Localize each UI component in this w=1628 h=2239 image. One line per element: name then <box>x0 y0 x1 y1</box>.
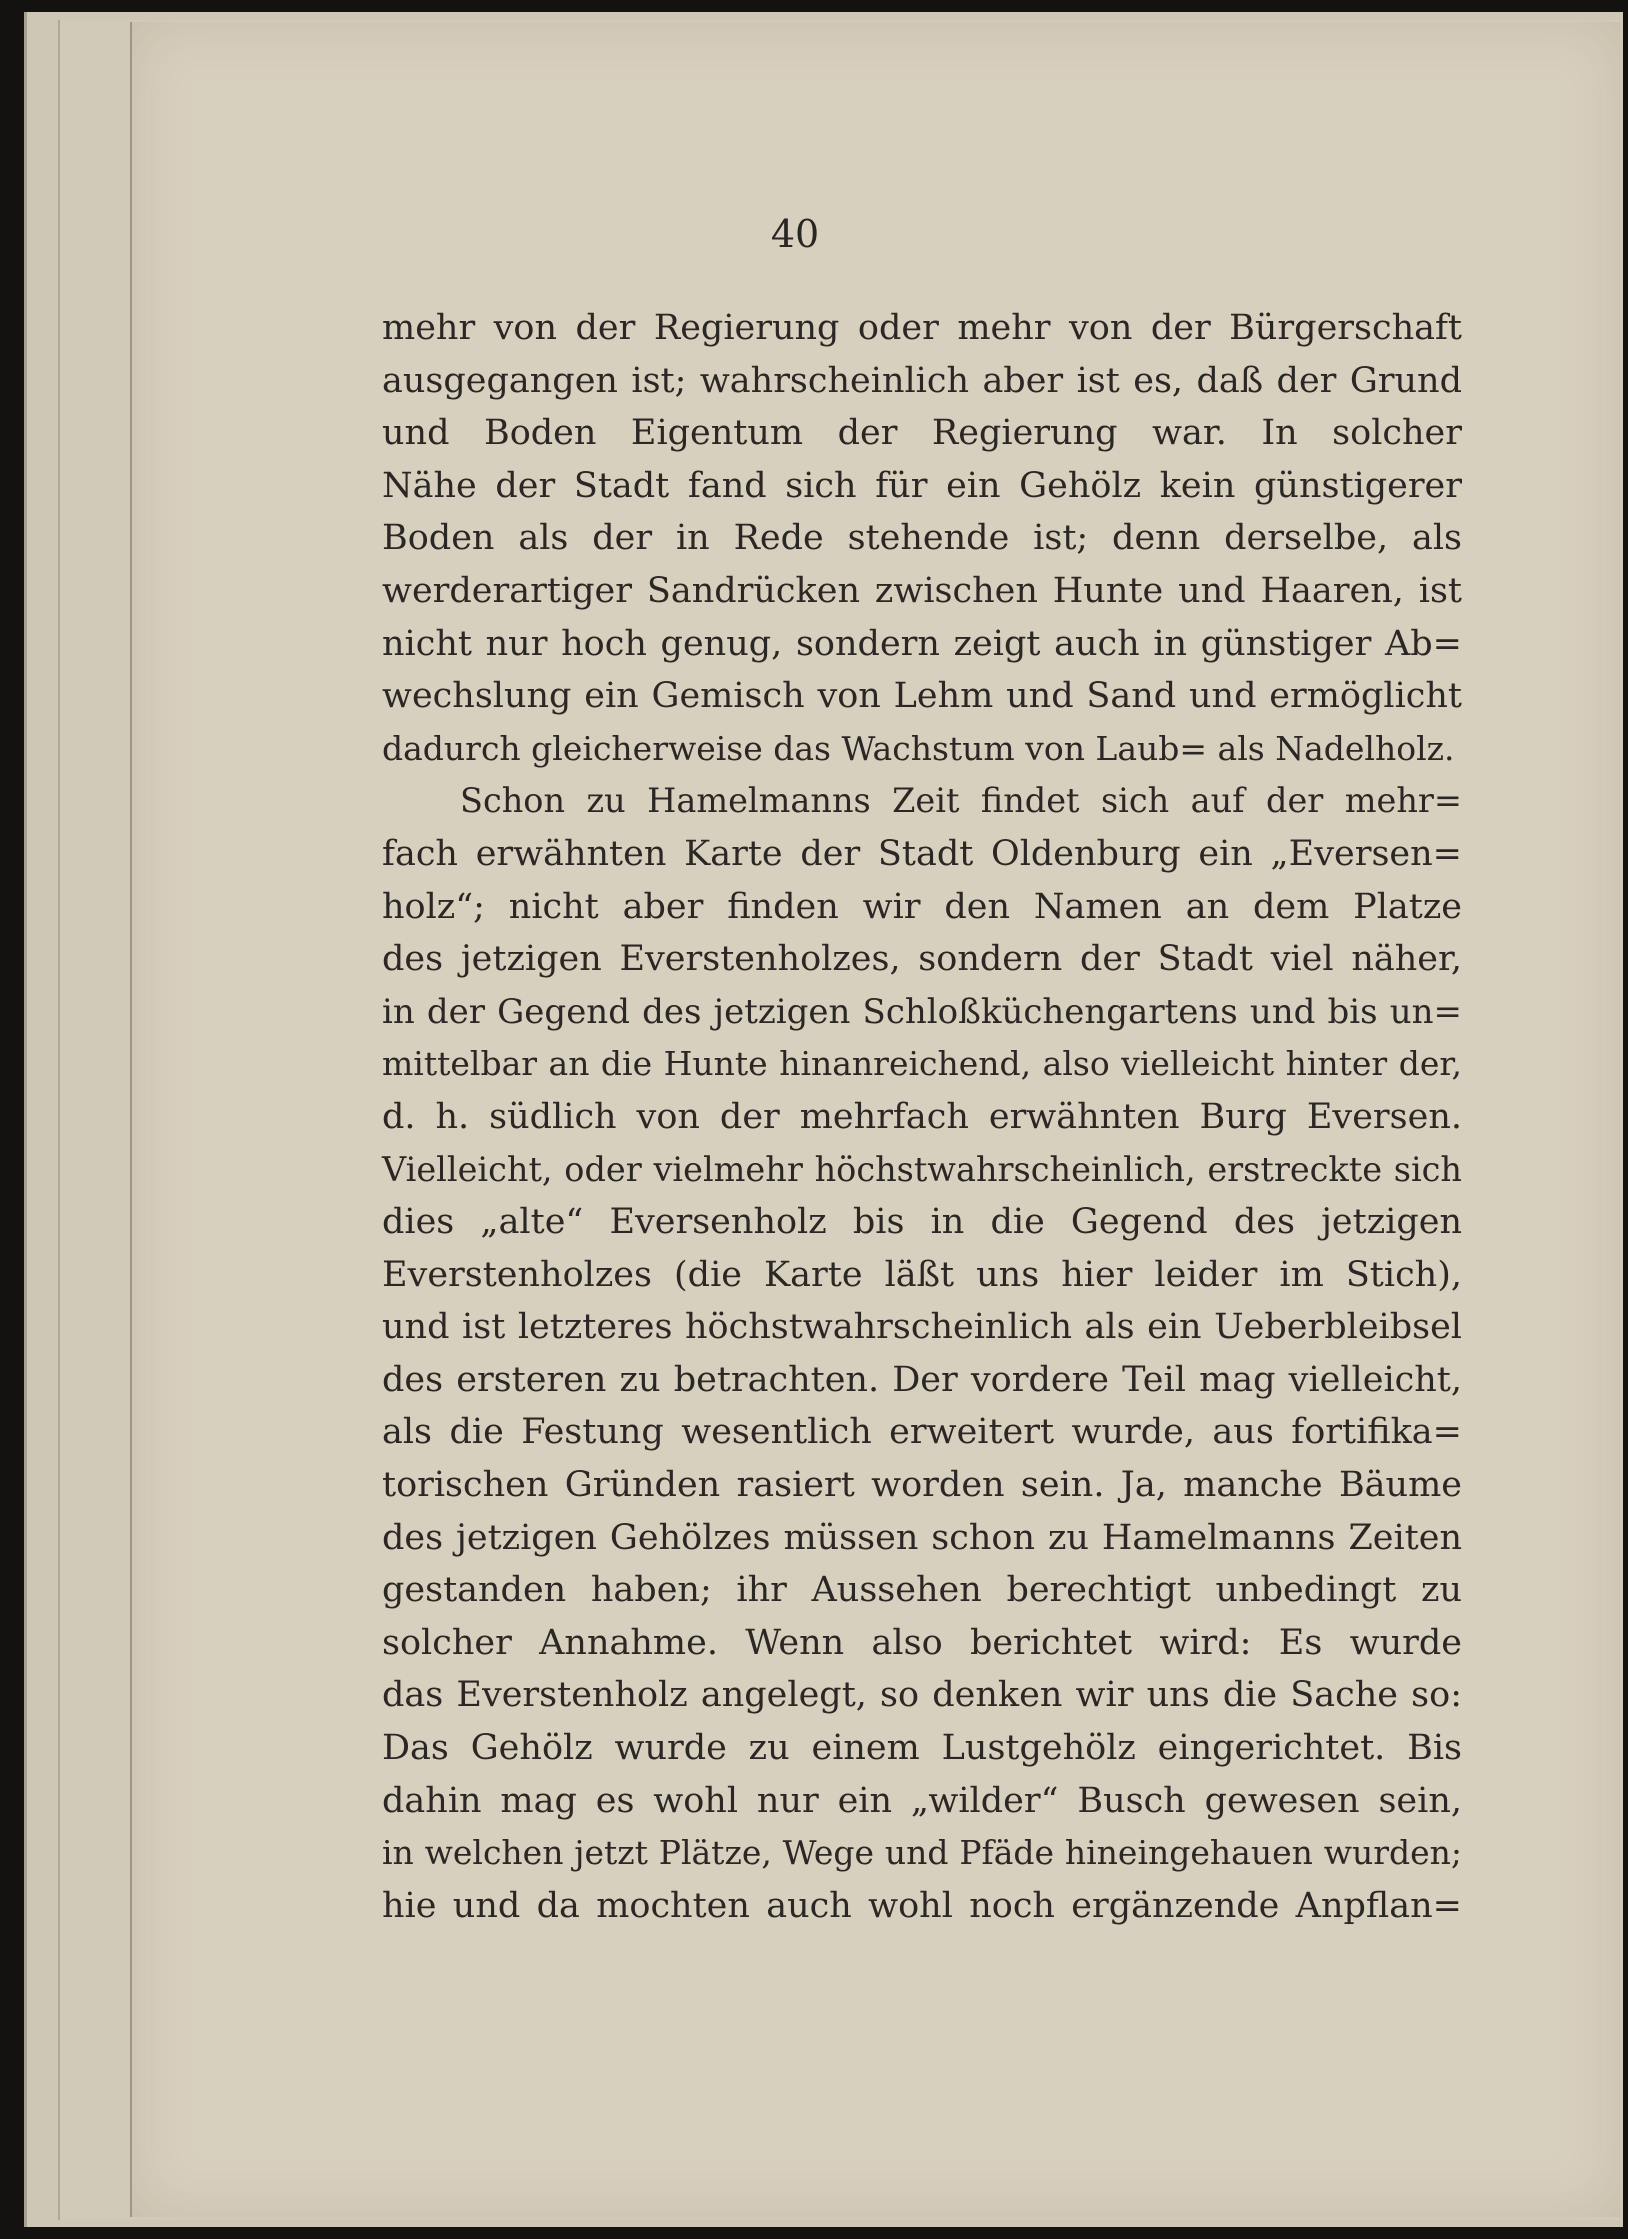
text-line: gestanden haben; ihr Aussehen berechtigt unbedingt zu <box>382 1570 1462 1611</box>
text-line: dahin mag es wohl nur ein „wilder“ Busch gewesen sein, <box>382 1780 1462 1821</box>
body-text <box>382 302 1462 1932</box>
text-line: mehr von der Regierung oder mehr von der Bürgerschaft <box>382 308 1462 348</box>
text-line: werderartiger Sandrücken zwischen Hunte und Haaren, ist <box>382 570 1462 611</box>
text-line: des ersteren zu betrachten. Der vordere Teil mag vielleicht, <box>382 1359 1462 1400</box>
text-line: torischen Gründen rasiert worden sein. Ja, manche Bäume <box>382 1465 1462 1506</box>
text-line: Nähe der Stadt fand sich für ein Gehölz kein günstigerer <box>382 465 1462 506</box>
text-line: des jetzigen Gehölzes müssen schon zu Hamelmanns Zeiten <box>382 1517 1462 1558</box>
text-line: in der Gegend des jetzigen Schloßküchengartens und bis un= <box>382 991 1462 1032</box>
text-line: wechslung ein Gemisch von Lehm und Sand und ermöglicht <box>382 676 1462 717</box>
text-line: hie und da mochten auch wohl noch ergänzende Anpflan= <box>382 1885 1462 1926</box>
page-number: 40 <box>770 212 820 256</box>
text-line: holz“; nicht aber finden wir den Namen an dem Platze <box>382 886 1462 927</box>
text-line: fach erwähnten Karte der Stadt Oldenburg ein „Eversen= <box>382 833 1462 874</box>
text-line: nicht nur hoch genug, sondern zeigt auch in günstiger Ab= <box>382 623 1462 664</box>
text-line: Boden als der in Rede stehende ist; denn derselbe, als <box>382 518 1462 559</box>
text-line: mittelbar an die Hunte hinanreichend, also vielleicht hinter der, <box>382 1044 1462 1084</box>
text-line: dadurch gleicherweise das Wachstum von Laub= als Nadelholz. <box>382 728 1455 768</box>
text-line: als die Festung wesentlich erweitert wurde, aus fortifika= <box>382 1412 1462 1453</box>
text-line: in welchen jetzt Plätze, Wege und Pfäde hineingehauen wurden; <box>382 1833 1462 1873</box>
text-line: des jetzigen Everstenholzes, sondern der Stadt viel näher, <box>382 939 1462 980</box>
text-line: ausgegangen ist; wahrscheinlich aber ist es, daß der Grund <box>382 360 1462 401</box>
text-line: Schon zu Hamelmanns Zeit findet sich auf der mehr= <box>460 781 1462 821</box>
text-line: Das Gehölz wurde zu einem Lustgehölz eingerichtet. Bis <box>382 1728 1462 1769</box>
text-line: Vielleicht, oder vielmehr höchstwahrscheinlich, erstreckte sich <box>382 1149 1462 1189</box>
text-line: solcher Annahme. Wenn also berichtet wird: Es wurde <box>382 1622 1462 1663</box>
text-line: d. h. südlich von der mehrfach erwähnten Burg Eversen. <box>382 1096 1462 1137</box>
text-line: das Everstenholz angelegt, so denken wir uns die Sache so: <box>382 1675 1462 1716</box>
text-line: und ist letzteres höchstwahrscheinlich als ein Ueberbleibsel <box>382 1307 1462 1348</box>
text-line: Everstenholzes (die Karte läßt uns hier leider im Stich), <box>382 1254 1462 1295</box>
text-line: und Boden Eigentum der Regierung war. In solcher <box>382 413 1462 454</box>
text-line: dies „alte“ Eversenholz bis in die Gegend des jetzigen <box>382 1202 1462 1243</box>
